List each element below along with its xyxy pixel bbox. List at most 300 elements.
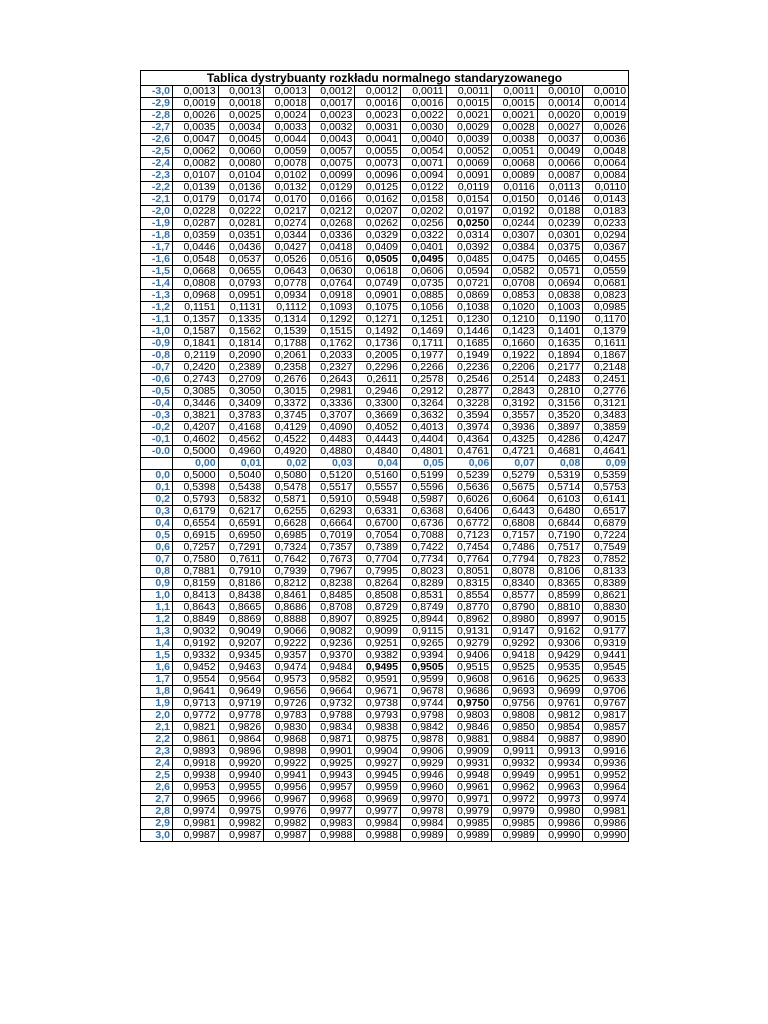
- probability-cell: 0,9952: [583, 770, 629, 782]
- probability-cell: 0,1314: [264, 314, 310, 326]
- table-row: [141, 338, 629, 350]
- probability-cell: 0,9965: [173, 794, 219, 806]
- z-value-cell: 1,1: [141, 602, 173, 614]
- probability-cell: 0,1003: [537, 302, 583, 314]
- probability-cell: 0,0336: [309, 230, 355, 242]
- probability-cell: 0,0202: [400, 206, 446, 218]
- probability-cell: 0,9573: [264, 674, 310, 686]
- probability-cell: 0,4247: [583, 434, 629, 446]
- table-row: [141, 518, 629, 530]
- probability-cell: 0,0968: [173, 290, 219, 302]
- probability-cell: 0,8749: [400, 602, 446, 614]
- probability-cell: 0,1423: [492, 326, 538, 338]
- probability-cell: 0,0011: [492, 86, 538, 98]
- probability-cell: 0,8159: [173, 578, 219, 590]
- probability-cell: 0,0099: [309, 170, 355, 182]
- probability-cell: 0,4522: [264, 434, 310, 446]
- probability-cell: 0,8051: [446, 566, 492, 578]
- probability-cell: 0,0162: [355, 194, 401, 206]
- probability-cell: 0,4286: [537, 434, 583, 446]
- probability-cell: 0,2206: [492, 362, 538, 374]
- probability-cell: 0,0409: [355, 242, 401, 254]
- probability-cell: 0,6879: [583, 518, 629, 530]
- probability-cell: 0,9599: [400, 674, 446, 686]
- probability-cell: 0,3594: [446, 410, 492, 422]
- table-row: [141, 446, 629, 458]
- probability-cell: 0,7019: [309, 530, 355, 542]
- probability-cell: 0,9463: [218, 662, 264, 674]
- probability-cell: 0,0027: [537, 122, 583, 134]
- probability-cell: 0,4602: [173, 434, 219, 446]
- probability-cell: 0,9868: [264, 734, 310, 746]
- probability-cell: 0,9207: [218, 638, 264, 650]
- probability-cell: 0,6844: [537, 518, 583, 530]
- probability-cell: 0,9961: [446, 782, 492, 794]
- probability-cell: 0,7580: [173, 554, 219, 566]
- probability-cell: 0,9319: [583, 638, 629, 650]
- probability-cell: 0,8264: [355, 578, 401, 590]
- probability-cell: 0,0021: [446, 110, 492, 122]
- probability-cell: 0,0207: [355, 206, 401, 218]
- probability-cell: 0,0060: [218, 146, 264, 158]
- probability-cell: 0,0119: [446, 182, 492, 194]
- probability-cell: 0,1469: [400, 326, 446, 338]
- probability-cell: 0,4090: [309, 422, 355, 434]
- probability-cell: 0,0301: [537, 230, 583, 242]
- probability-cell: 0,4840: [355, 446, 401, 458]
- z-value-cell: -0,5: [141, 386, 173, 398]
- probability-cell: 0,8907: [309, 614, 355, 626]
- probability-cell: 0,8554: [446, 590, 492, 602]
- probability-cell: 0,0066: [537, 158, 583, 170]
- probability-cell: 0,3974: [446, 422, 492, 434]
- probability-cell: 0,9941: [264, 770, 310, 782]
- probability-cell: 0,0418: [309, 242, 355, 254]
- probability-cell: 0,0344: [264, 230, 310, 242]
- probability-cell: 0,0401: [400, 242, 446, 254]
- probability-cell: 0,9279: [446, 638, 492, 650]
- probability-cell: 0,9429: [537, 650, 583, 662]
- probability-cell: 0,0559: [583, 266, 629, 278]
- probability-cell: 0,9678: [400, 686, 446, 698]
- probability-cell: 0,1251: [400, 314, 446, 326]
- probability-cell: 0,0183: [583, 206, 629, 218]
- probability-cell: 0,0041: [355, 134, 401, 146]
- probability-cell: 0,0170: [264, 194, 310, 206]
- probability-cell: 0,9985: [446, 818, 492, 830]
- probability-cell: 0,9972: [492, 794, 538, 806]
- probability-cell: 0,2119: [173, 350, 219, 362]
- probability-cell: 0,0010: [537, 86, 583, 98]
- probability-cell: 0,0537: [218, 254, 264, 266]
- probability-cell: 0,2843: [492, 386, 538, 398]
- probability-cell: 0,9744: [400, 698, 446, 710]
- probability-cell: 0,9838: [355, 722, 401, 734]
- probability-cell: 0,0022: [400, 110, 446, 122]
- probability-cell: 0,2358: [264, 362, 310, 374]
- probability-cell: 0,6480: [537, 506, 583, 518]
- probability-cell: 0,9949: [492, 770, 538, 782]
- probability-cell: 0,9686: [446, 686, 492, 698]
- probability-cell: 0,6808: [492, 518, 538, 530]
- table-row: [141, 122, 629, 134]
- probability-cell: 0,3300: [355, 398, 401, 410]
- probability-cell: 0,3897: [537, 422, 583, 434]
- probability-cell: 0,0032: [309, 122, 355, 134]
- probability-cell: 0,2776: [583, 386, 629, 398]
- probability-cell: 0,9988: [309, 830, 355, 842]
- probability-cell: 0,0040: [400, 134, 446, 146]
- probability-cell: 0,1841: [173, 338, 219, 350]
- probability-cell: 0,2546: [446, 374, 492, 386]
- table-row: [141, 602, 629, 614]
- probability-cell: 0,9265: [400, 638, 446, 650]
- probability-cell: 0,7881: [173, 566, 219, 578]
- z-value-cell: 1,6: [141, 662, 173, 674]
- probability-cell: 0,1635: [537, 338, 583, 350]
- table-row: [141, 746, 629, 758]
- normal-distribution-table-container: [140, 70, 628, 842]
- probability-cell: 0,1056: [400, 302, 446, 314]
- probability-cell: 0,3669: [355, 410, 401, 422]
- probability-cell: 0,0030: [400, 122, 446, 134]
- probability-cell: 0,1446: [446, 326, 492, 338]
- probability-cell: 0,0918: [309, 290, 355, 302]
- probability-cell: 0,2578: [400, 374, 446, 386]
- probability-cell: 0,6700: [355, 518, 401, 530]
- probability-cell: 0,9147: [492, 626, 538, 638]
- column-header-row: [141, 458, 629, 470]
- probability-cell: 0,9515: [446, 662, 492, 674]
- table-row: [141, 86, 629, 98]
- z-value-cell: 1,0: [141, 590, 173, 602]
- probability-cell: 0,2743: [173, 374, 219, 386]
- probability-cell: 0,9990: [537, 830, 583, 842]
- probability-cell: 0,9861: [173, 734, 219, 746]
- probability-cell: 0,9911: [492, 746, 538, 758]
- probability-cell: 0,9545: [583, 662, 629, 674]
- probability-cell: 0,0082: [173, 158, 219, 170]
- z-value-cell: 2,0: [141, 710, 173, 722]
- probability-cell: 0,5596: [400, 482, 446, 494]
- probability-cell: 0,7224: [583, 530, 629, 542]
- probability-cell: 0,5239: [446, 470, 492, 482]
- probability-cell: 0,0526: [264, 254, 310, 266]
- probability-cell: 0,8944: [400, 614, 446, 626]
- probability-cell: 0,9881: [446, 734, 492, 746]
- probability-cell: 0,0057: [309, 146, 355, 158]
- column-header-cell: 0,00: [173, 458, 219, 470]
- probability-cell: 0,9292: [492, 638, 538, 650]
- probability-cell: 0,0023: [355, 110, 401, 122]
- probability-cell: 0,1492: [355, 326, 401, 338]
- probability-cell: 0,3557: [492, 410, 538, 422]
- probability-cell: 0,2005: [355, 350, 401, 362]
- probability-cell: 0,9909: [446, 746, 492, 758]
- probability-cell: 0,0080: [218, 158, 264, 170]
- probability-cell: 0,0606: [400, 266, 446, 278]
- probability-cell: 0,5438: [218, 482, 264, 494]
- probability-cell: 0,0869: [446, 290, 492, 302]
- probability-cell: 0,6985: [264, 530, 310, 542]
- probability-cell: 0,0113: [537, 182, 583, 194]
- probability-cell: 0,9987: [264, 830, 310, 842]
- z-value-cell: 1,7: [141, 674, 173, 686]
- probability-cell: 0,5871: [264, 494, 310, 506]
- probability-cell: 0,1539: [264, 326, 310, 338]
- probability-cell: 0,6331: [355, 506, 401, 518]
- probability-cell: 0,8888: [264, 614, 310, 626]
- table-row: [141, 398, 629, 410]
- probability-cell: 0,0475: [492, 254, 538, 266]
- z-value-cell: -2,6: [141, 134, 173, 146]
- probability-cell: 0,7995: [355, 566, 401, 578]
- probability-cell: 0,0055: [355, 146, 401, 158]
- probability-cell: 0,9943: [309, 770, 355, 782]
- z-value-cell: 0,6: [141, 542, 173, 554]
- probability-cell: 0,6591: [218, 518, 264, 530]
- probability-cell: 0,9964: [583, 782, 629, 794]
- probability-cell: 0,9955: [218, 782, 264, 794]
- probability-cell: 0,9974: [583, 794, 629, 806]
- probability-cell: 0,1922: [492, 350, 538, 362]
- table-row: [141, 806, 629, 818]
- probability-cell: 0,9236: [309, 638, 355, 650]
- table-row: [141, 434, 629, 446]
- probability-cell: 0,9857: [583, 722, 629, 734]
- probability-cell: 0,3372: [264, 398, 310, 410]
- probability-cell: 0,2177: [537, 362, 583, 374]
- probability-cell: 0,9974: [173, 806, 219, 818]
- table-row: [141, 734, 629, 746]
- probability-cell: 0,6950: [218, 530, 264, 542]
- probability-cell: 0,0281: [218, 218, 264, 230]
- probability-cell: 0,0427: [264, 242, 310, 254]
- probability-cell: 0,0233: [583, 218, 629, 230]
- probability-cell: 0,9484: [309, 662, 355, 674]
- probability-cell: 0,9962: [492, 782, 538, 794]
- probability-cell: 0,9896: [218, 746, 264, 758]
- probability-cell: 0,9918: [173, 758, 219, 770]
- probability-cell: 0,0122: [400, 182, 446, 194]
- probability-cell: 0,6026: [446, 494, 492, 506]
- probability-cell: 0,9980: [537, 806, 583, 818]
- table-row: [141, 242, 629, 254]
- probability-cell: 0,9808: [492, 710, 538, 722]
- probability-cell: 0,0179: [173, 194, 219, 206]
- negative-z-section: [141, 86, 629, 458]
- probability-cell: 0,4052: [355, 422, 401, 434]
- probability-cell: 0,9970: [400, 794, 446, 806]
- probability-cell: 0,8708: [309, 602, 355, 614]
- probability-cell: 0,9032: [173, 626, 219, 638]
- probability-cell: 0,8962: [446, 614, 492, 626]
- probability-cell: 0,4483: [309, 434, 355, 446]
- table-row: [141, 278, 629, 290]
- probability-cell: 0,9719: [218, 698, 264, 710]
- z-value-cell: -0,2: [141, 422, 173, 434]
- z-value-cell: -0,9: [141, 338, 173, 350]
- probability-cell: 0,9893: [173, 746, 219, 758]
- probability-cell: 0,9940: [218, 770, 264, 782]
- probability-cell: 0,0217: [264, 206, 310, 218]
- probability-cell: 0,9984: [355, 818, 401, 830]
- probability-cell: 0,0446: [173, 242, 219, 254]
- probability-cell: 0,0038: [492, 134, 538, 146]
- probability-cell: 0,7486: [492, 542, 538, 554]
- z-value-cell: -1,4: [141, 278, 173, 290]
- probability-cell: 0,9925: [309, 758, 355, 770]
- probability-cell: 0,8078: [492, 566, 538, 578]
- probability-cell: 0,9750: [446, 698, 492, 710]
- probability-cell: 0,2266: [400, 362, 446, 374]
- probability-cell: 0,2611: [355, 374, 401, 386]
- probability-cell: 0,2033: [309, 350, 355, 362]
- z-value-cell: -2,1: [141, 194, 173, 206]
- column-header-cell: 0,02: [264, 458, 310, 470]
- probability-cell: 0,6179: [173, 506, 219, 518]
- table-row: [141, 374, 629, 386]
- probability-cell: 0,0322: [400, 230, 446, 242]
- probability-cell: 0,9830: [264, 722, 310, 734]
- probability-cell: 0,6217: [218, 506, 264, 518]
- probability-cell: 0,4641: [583, 446, 629, 458]
- probability-cell: 0,2090: [218, 350, 264, 362]
- probability-cell: 0,8869: [218, 614, 264, 626]
- probability-cell: 0,0392: [446, 242, 492, 254]
- probability-cell: 0,9875: [355, 734, 401, 746]
- probability-cell: 0,0329: [355, 230, 401, 242]
- probability-cell: 0,9671: [355, 686, 401, 698]
- probability-cell: 0,0116: [492, 182, 538, 194]
- probability-cell: 0,0985: [583, 302, 629, 314]
- probability-cell: 0,9959: [355, 782, 401, 794]
- probability-cell: 0,1335: [218, 314, 264, 326]
- z-value-cell: -1,6: [141, 254, 173, 266]
- probability-cell: 0,0485: [446, 254, 492, 266]
- probability-cell: 0,9842: [400, 722, 446, 734]
- probability-cell: 0,9649: [218, 686, 264, 698]
- probability-cell: 0,0192: [492, 206, 538, 218]
- table-row: [141, 422, 629, 434]
- probability-cell: 0,8289: [400, 578, 446, 590]
- probability-cell: 0,1020: [492, 302, 538, 314]
- table-row: [141, 554, 629, 566]
- probability-cell: 0,0034: [218, 122, 264, 134]
- table-row: [141, 158, 629, 170]
- probability-cell: 0,0951: [218, 290, 264, 302]
- probability-cell: 0,7823: [537, 554, 583, 566]
- probability-cell: 0,8340: [492, 578, 538, 590]
- probability-cell: 0,8389: [583, 578, 629, 590]
- probability-cell: 0,8790: [492, 602, 538, 614]
- probability-cell: 0,7324: [264, 542, 310, 554]
- probability-cell: 0,6443: [492, 506, 538, 518]
- probability-cell: 0,4207: [173, 422, 219, 434]
- probability-cell: 0,9960: [400, 782, 446, 794]
- z-value-cell: 0,7: [141, 554, 173, 566]
- probability-cell: 0,1814: [218, 338, 264, 350]
- probability-cell: 0,8485: [309, 590, 355, 602]
- probability-cell: 0,9987: [173, 830, 219, 842]
- z-value-cell: -0,7: [141, 362, 173, 374]
- table-row: [141, 386, 629, 398]
- probability-cell: 0,9177: [583, 626, 629, 638]
- probability-cell: 0,9778: [218, 710, 264, 722]
- table-row: [141, 494, 629, 506]
- table-row: [141, 362, 629, 374]
- z-value-cell: 1,9: [141, 698, 173, 710]
- probability-cell: 0,1660: [492, 338, 538, 350]
- probability-cell: 0,5000: [173, 446, 219, 458]
- table-row: [141, 698, 629, 710]
- probability-cell: 0,5675: [492, 482, 538, 494]
- probability-cell: 0,8770: [446, 602, 492, 614]
- probability-cell: 0,9608: [446, 674, 492, 686]
- probability-cell: 0,0708: [492, 278, 538, 290]
- probability-cell: 0,0021: [492, 110, 538, 122]
- probability-cell: 0,7257: [173, 542, 219, 554]
- table-title: Tablica dystrybuanty rozkładu normalnego standaryzowanego: [141, 71, 629, 86]
- probability-cell: 0,9988: [355, 830, 401, 842]
- table-row: [141, 638, 629, 650]
- probability-cell: 0,3446: [173, 398, 219, 410]
- z-value-cell: -0,3: [141, 410, 173, 422]
- probability-cell: 0,9981: [583, 806, 629, 818]
- probability-cell: 0,0054: [400, 146, 446, 158]
- z-value-cell: 0,4: [141, 518, 173, 530]
- probability-cell: 0,0287: [173, 218, 219, 230]
- probability-cell: 0,1075: [355, 302, 401, 314]
- probability-cell: 0,1977: [400, 350, 446, 362]
- probability-cell: 0,7642: [264, 554, 310, 566]
- probability-cell: 0,9989: [492, 830, 538, 842]
- probability-cell: 0,0104: [218, 170, 264, 182]
- table-row: [141, 686, 629, 698]
- probability-cell: 0,0495: [400, 254, 446, 266]
- probability-cell: 0,0013: [218, 86, 264, 98]
- z-value-cell: 1,3: [141, 626, 173, 638]
- probability-cell: 0,8997: [537, 614, 583, 626]
- probability-cell: 0,0044: [264, 134, 310, 146]
- probability-cell: 0,0107: [173, 170, 219, 182]
- probability-cell: 0,9979: [446, 806, 492, 818]
- probability-cell: 0,3936: [492, 422, 538, 434]
- probability-cell: 0,0838: [537, 290, 583, 302]
- probability-cell: 0,6915: [173, 530, 219, 542]
- probability-cell: 0,8599: [537, 590, 583, 602]
- probability-cell: 0,3859: [583, 422, 629, 434]
- z-value-cell: 2,4: [141, 758, 173, 770]
- probability-cell: 0,0129: [309, 182, 355, 194]
- probability-cell: 0,0011: [446, 86, 492, 98]
- probability-cell: 0,0033: [264, 122, 310, 134]
- probability-cell: 0,0294: [583, 230, 629, 242]
- table-row: [141, 782, 629, 794]
- probability-cell: 0,0015: [492, 98, 538, 110]
- probability-cell: 0,9821: [173, 722, 219, 734]
- probability-cell: 0,2514: [492, 374, 538, 386]
- probability-cell: 0,8212: [264, 578, 310, 590]
- probability-cell: 0,9495: [355, 662, 401, 674]
- probability-cell: 0,9890: [583, 734, 629, 746]
- probability-cell: 0,9975: [218, 806, 264, 818]
- probability-cell: 0,9357: [264, 650, 310, 662]
- probability-cell: 0,1401: [537, 326, 583, 338]
- z-value-cell: -1,0: [141, 326, 173, 338]
- table-row: [141, 662, 629, 674]
- probability-cell: 0,3050: [218, 386, 264, 398]
